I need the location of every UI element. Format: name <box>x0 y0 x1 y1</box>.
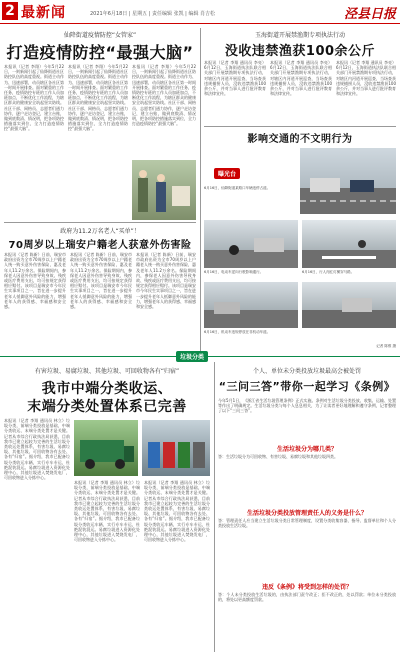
page-number: 2 <box>2 2 18 20</box>
article2-body-col1: 本报讯（记者 李翔 通讯员 李亮）6月12日，玉海街道执法队联合相关部门开展禁渔期专项执法行动，对辖区内河道开展巡查，当场查获违规捕捞人员，没收违禁渔获100余公斤，并对当事人进行批评教育和法律宣传。 <box>204 60 266 97</box>
article3-body-col3: 本报讯（记者 陈新）日前，瑞安市政府出资为全市70周岁以上户籍老人统一购买意外伤害保险，惠及老年人11.2万余名。保险期间内，参保老人因意外伤害导致身故、残疾或医疗费用支出，均可按规定获得相应赔付。该项目是瑞安市今年民生实事项目之一，旨在进一步提升老年人抵御意外风险的能力，增强老年人的获得感、幸福感和安全感。 <box>136 252 196 310</box>
article2-kicker: 玉海街道开展禁渔期专项执法行动 <box>254 32 345 39</box>
street-scene <box>204 220 298 268</box>
newspaper-logo: 泾县日报 <box>343 7 396 22</box>
traffic-photo-4 <box>204 282 298 328</box>
article2-headline: 没收违禁渔获100余公斤 <box>224 44 376 59</box>
article1-kicker: 仙降街道疫情防控“女管家” <box>63 32 137 39</box>
article1-body-col1: 本报讯（记者 李翔）今年5月22日，一则新闻引起了仙降街道社区防控队伍的高度重视。街道主动作为、迅速部署，动员辖区各社区第一时间开展排查。面对繁重的工作任务，疫情防控专班的工作人员加班加点，不断优化工作流程，为辖区群众的健康安全筑起坚实防线。社区干部、网格员、志愿者们通力协作，逐户走访登记，建立台账，做到底数清、情况明，把各项防控措施落实到位，全力打造疫情防控“最强大脑”。 <box>4 64 64 132</box>
article1-body-col3: 本报讯（记者 李翔）今年5月22日，一则新闻引起了仙降街道社区防控队伍的高度重视。街道主动作为、迅速部署，动员辖区各社区第一时间开展排查。面对繁重的工作任务，疫情防控专班的工作人员加班加点，不断优化工作流程，为辖区群众的健康安全筑起坚实防线。社区干部、网格员、志愿者们通力协作，逐户走访登记，建立台账，做到底数清、情况明，把各项防控措施落实到位，全力打造疫情防控“最强大脑”。 <box>132 64 196 127</box>
article4-body-col3: 本报讯（记者 李翔 通讯员 林立）垃圾分类，前端分类投放是基础，中端分类收运、末端分类处置才是关键。记者从市综合行政执法局获悉，目前我市已建立起较为完善的生活垃圾分类收运处置体系，有害垃圾、易腐垃圾、其他垃圾、可回收物各有去处、各有“归宿”。据介绍，我市已配备垃圾分类收运车辆，实行专车专运，杜绝混装混运。易腐垃圾进入资源化处理中心，其他垃圾进入焚烧发电厂，可回收物进入分拣中心。 <box>144 480 210 543</box>
traffic-photo-3 <box>302 220 396 268</box>
traffic-photo-1 <box>300 148 396 214</box>
section-banner: 垃圾分类 <box>176 351 208 362</box>
photo-caption-1: 6月16日，仙降街道某路口车辆违停占道。 <box>204 186 271 190</box>
article1-body-col2: 本报讯（记者 李翔）今年5月22日，一则新闻引起了仙降街道社区防控队伍的高度重视。街道主动作为、迅速部署，动员辖区各社区第一时间开展排查。面对繁重的工作任务，疫情防控专班的工作人员加班加点，不断优化工作流程，为辖区群众的健康安全筑起坚实防线。社区干部、网格员、志愿者们通力协作，逐户走访登记，建立台账，做到底数清、情况明，把各项防控措施落实到位，全力打造疫情防控“最强大脑”。 <box>68 64 128 132</box>
exposure-badge: 曝光台 <box>214 168 240 179</box>
article5-headline: “三问三答”带你一起学习《条例》 <box>218 380 396 393</box>
column-divider <box>214 362 215 652</box>
article4-photo-1 <box>74 420 138 476</box>
article5-subhead-2: 生活垃圾分类投放管理责任人的义务是什么？ <box>246 510 367 517</box>
article5-subhead-1: 生活垃圾分为哪几类？ <box>276 446 337 453</box>
article3-headline: 70周岁以上瑞安户籍老人获意外伤害险 <box>8 240 192 251</box>
issue-meta: 2021年6月18日 | 星期五 | 责任编辑 张凯 | 编辑 肖吉松 <box>90 11 216 17</box>
article5-intro: 今年5月1日，《浙江省生活垃圾管理条例》正式实施。条例对生活垃圾分类投放、收集、运输、处置等作出了明确规定。生活垃圾分类与每个人息息相关，为了让读者更好地理解和遵守条例，记者整理了以下“三问三答”。 <box>218 398 396 414</box>
street-scene <box>300 148 396 214</box>
street-scene <box>302 282 396 328</box>
traffic-photo-5 <box>302 282 396 328</box>
article4-kicker: 有害垃圾、易腐垃圾、其他垃圾、可回收物各有“归宿” <box>34 368 180 375</box>
article5-kicker: 个人、单位未分类投放垃圾最高会被处罚 <box>252 368 361 375</box>
street-scene <box>302 220 396 268</box>
article3-kicker: 政府为11.2万名老人“买单”！ <box>60 228 140 235</box>
photo-caption-2: 6月16日，电动车逆向行驶影响通行。 <box>204 270 264 274</box>
article4-headline-line1: 我市中端分类收运、 <box>41 381 173 397</box>
article2-body-col2: 本报讯（记者 李翔 通讯员 李亮）6月12日，玉海街道执法队联合相关部门开展禁渔期专项执法行动，对辖区内河道开展巡查，当场查获违规捕捞人员，没收违禁渔获100余公斤，并对当事人进行批评教育和法律宣传。 <box>270 60 332 97</box>
section-title: 最新闻 <box>21 5 66 21</box>
photo-caption-3: 6月16日，行人闯红灯横穿马路。 <box>302 270 355 274</box>
article5-answer-2: 答：管理责任人应当建立生活垃圾分类日常管理制度，设置分类收集容器，指导、监督单位和个人分类投放生活垃圾。 <box>218 518 396 529</box>
article4-body-col2: 本报讯（记者 李翔 通讯员 林立）垃圾分类，前端分类投放是基础，中端分类收运、末端分类处置才是关键。记者从市综合行政执法局获悉，目前我市已建立起较为完善的生活垃圾分类收运处置体系，有害垃圾、易腐垃圾、其他垃圾、可回收物各有去处、各有“归宿”。据介绍，我市已配备垃圾分类收运车辆，实行专车专运，杜绝混装混运。易腐垃圾进入资源化处理中心，其他垃圾进入焚烧发电厂，可回收物进入分拣中心。 <box>74 480 140 543</box>
street-scene <box>204 282 298 328</box>
article4-body-col1: 本报讯（记者 李翔 通讯员 林立）垃圾分类，前端分类投放是基础，中端分类收运、末端分类处置才是关键。记者从市综合行政执法局获悉，目前我市已建立起较为完善的生活垃圾分类收运处置体系，有害垃圾、易腐垃圾、其他垃圾、可回收物各有去处、各有“归宿”。据介绍，我市已配备垃圾分类收运车辆，实行专车专运，杜绝混装混运。易腐垃圾进入资源化处理中心，其他垃圾进入焚烧发电厂，可回收物进入分拣中心。 <box>4 418 70 481</box>
article5-answer-3: 答：个人未分类投放生活垃圾的，由执法部门责令改正；拒不改正的，处以罚款；单位未分类投放的，将处以更高额度罚款。 <box>218 592 396 603</box>
photo-caption-4: 6月16日，机动车违规停放在非机动车道。 <box>204 330 271 334</box>
article5-subhead-3: 违反《条例》将受到怎样的处罚？ <box>261 584 352 591</box>
photo-feature-title: 影响交通的不文明行为 <box>247 134 353 145</box>
article4-headline-line2: 末端分类处置体系已完善 <box>27 399 187 415</box>
garbage-truck <box>74 420 138 476</box>
article1-headline: 打造疫情防控“最强大脑” <box>6 43 194 62</box>
column-divider <box>200 28 201 358</box>
photo-credit: 记者 陈维 摄 <box>376 344 396 348</box>
article4-photo-2 <box>142 420 210 476</box>
photo-illustration <box>132 160 196 220</box>
article2-body-col3: 本报讯（记者 李翔 通讯员 李亮）6月12日，玉海街道执法队联合相关部门开展禁渔期专项执法行动，对辖区内河道开展巡查，当场查获违规捕捞人员，没收违禁渔获100余公斤，并对当事人进行批评教育和法律宣传。 <box>336 60 396 97</box>
article3-body-col2: 本报讯（记者 陈新）日前，瑞安市政府出资为全市70周岁以上户籍老人统一购买意外伤害保险，惠及老年人11.2万余名。保险期间内，参保老人因意外伤害导致身故、残疾或医疗费用支出，均可按规定获得相应赔付。该项目是瑞安市今年民生实事项目之一，旨在进一步提升老年人抵御意外风险的能力，增强老年人的获得感、幸福感和安全感。 <box>70 252 132 310</box>
article3-body-col1: 本报讯（记者 陈新）日前，瑞安市政府出资为全市70周岁以上户籍老人统一购买意外伤害保险，惠及老年人11.2万余名。保险期间内，参保老人因意外伤害导致身故、残疾或医疗费用支出，均可按规定获得相应赔付。该项目是瑞安市今年民生实事项目之一，旨在进一步提升老年人抵御意外风险的能力，增强老年人的获得感、幸福感和安全感。 <box>4 252 66 310</box>
sorting-bins <box>142 420 210 476</box>
article5-answer-1: 答：生活垃圾分为可回收物、有害垃圾、易腐垃圾和其他垃圾四类。 <box>218 454 338 459</box>
masthead <box>0 0 400 24</box>
article1-photo <box>132 160 196 220</box>
traffic-photo-2 <box>204 220 298 268</box>
